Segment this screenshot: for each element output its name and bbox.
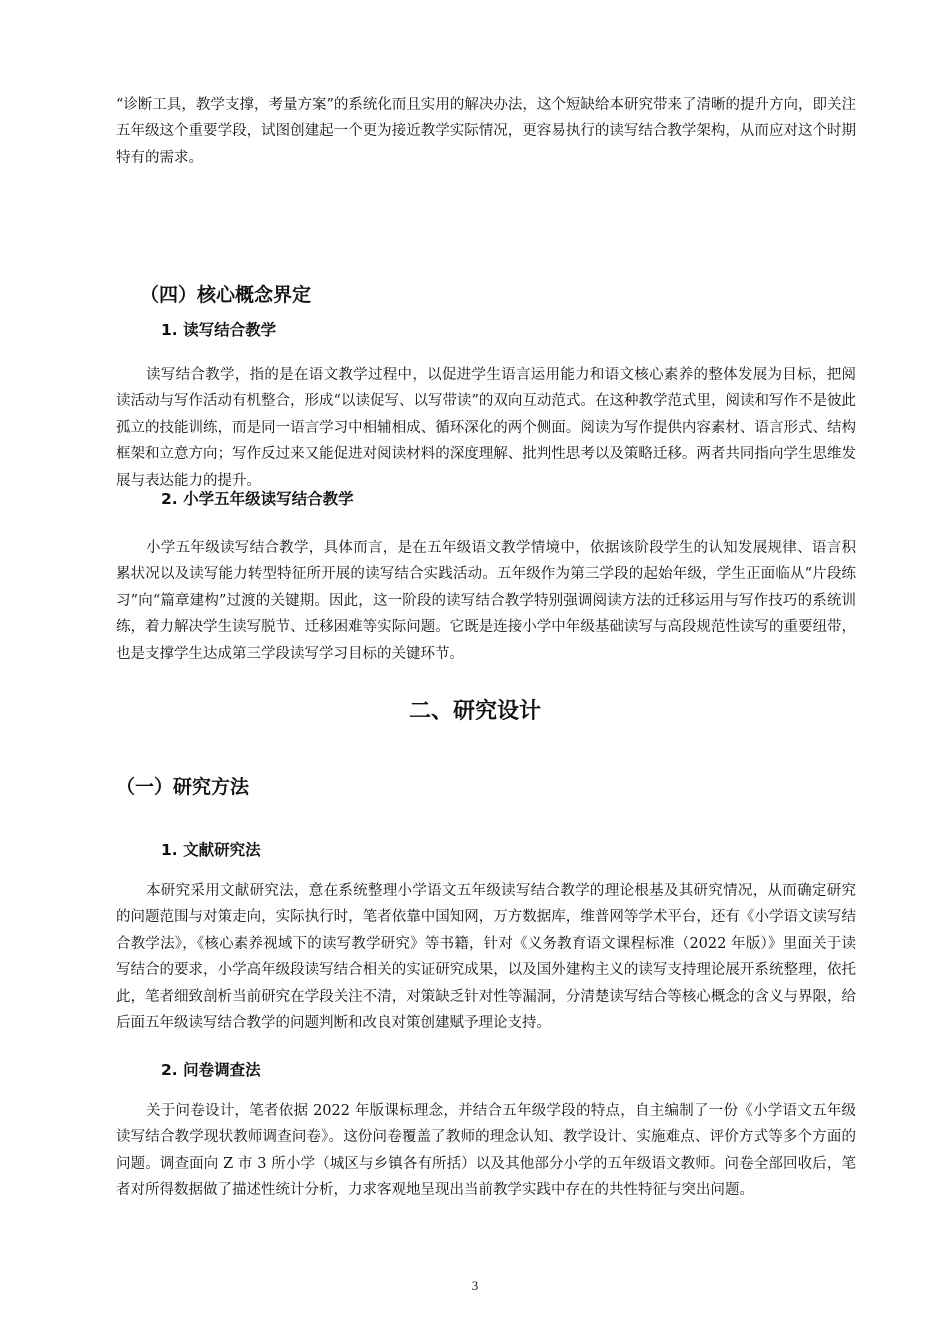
paragraph-literature-research: 本研究采用文献研究法，意在系统整理小学语文五年级读写结合教学的理论根基及其研究情况，从而确定研究的问题范围与对策走向，实际执行时，笔者依靠中国知网，万方数据库，维普网等学术平台，还有《小学语文读写结合教学法》，《核心素养视域下的读写教学研究》等书籍，针对《义务教育语文课程标准（2022 年版）》里面关于读写结合的要求，小学高年级段读写结合相关的实证研究成果，以及国外建构主义的读写支持理论展开系统整理，依托此，笔者细致剖析当前研究在学段关注不清，对策缺乏针对性等漏洞，分清楚读写结合等核心概念的含义与界限，给后面五年级读写结合教学的问题判断和改良对策创建赋予理论支持。 (116, 883, 856, 1032)
page-number: 3 (471, 1278, 479, 1293)
subheading-grade5-integration: 2. 小学五年级读写结合教学 (161, 490, 354, 508)
intro-paragraph: “诊断工具，教学支撑，考量方案”的系统化而且实用的解决办法，这个短缺给本研究带来了清晰的提升方向，即关注五年级这个重要学段，试图创建起一个更为接近教学实际情况，更容易执行的读写结合教学架构，从而应对这个时期特有的需求。 (116, 97, 856, 166)
subheading-reading-writing-integration: 1. 读写结合教学 (161, 321, 277, 339)
paragraph-questionnaire-survey: 关于问卷设计，笔者依据 2022 年版课标理念，并结合五年级学段的特点，自主编制了一份《小学语文五年级读写结合教学现状教师调查问卷》。这份问卷覆盖了教师的理念认知、教学设计、实施难点、评价方式等多个方面的问题。调查面向 Z 市 3 所小学（城区与乡镇各有所括）以及其他部分小学的五年级语文教师。问卷全部回收后，笔者对所得数据做了描述性统计分析，力求客观地呈现出当前教学实践中存在的共性特征与突出问题。 (116, 1103, 856, 1199)
section-heading-core-concepts: （四）核心概念界定 (140, 284, 312, 306)
subheading-questionnaire-survey: 2. 问卷调查法 (161, 1061, 261, 1079)
section-heading-research-methods: （一）研究方法 (116, 776, 250, 798)
paragraph-reading-writing-definition: 读写结合教学，指的是在语文教学过程中，以促进学生语言运用能力和语文核心素养的整体发展为目标，把阅读活动与写作活动有机整合，形成“以读促写、以写带读”的双向互动范式。在这种教学范式里，阅读和写作不是彼此孤立的技能训练，而是同一语言学习中相辅相成、循环深化的两个侧面。阅读为写作提供内容素材、语言形式、结构框架和立意方向；写作反过来又能促进对阅读材料的深度理解、批判性思考以及策略迁移。两者共同指向学生思维发展与表达能力的提升。 (116, 367, 856, 489)
chapter-title-research-design: 二、研究设计 (408, 699, 541, 724)
paragraph-grade5-definition: 小学五年级读写结合教学，具体而言，是在五年级语文教学情境中，依据该阶段学生的认知发展规律、语言积累状况以及读写能力转型特征所开展的读写结合实践活动。五年级作为第三学段的起始年级，学生正面临从“片段练习”向“篇章建构”过渡的关键期。因此，这一阶段的读写结合教学特别强调阅读方法的迁移运用与写作技巧的系统训练，着力解决学生读写脱节、迁移困难等实际问题。它既是连接小学中年级基础读写与高段规范性读写的重要纽带，也是支撑学生达成第三学段读写学习目标的关键环节。 (116, 540, 856, 662)
subheading-literature-research: 1. 文献研究法 (161, 841, 261, 859)
